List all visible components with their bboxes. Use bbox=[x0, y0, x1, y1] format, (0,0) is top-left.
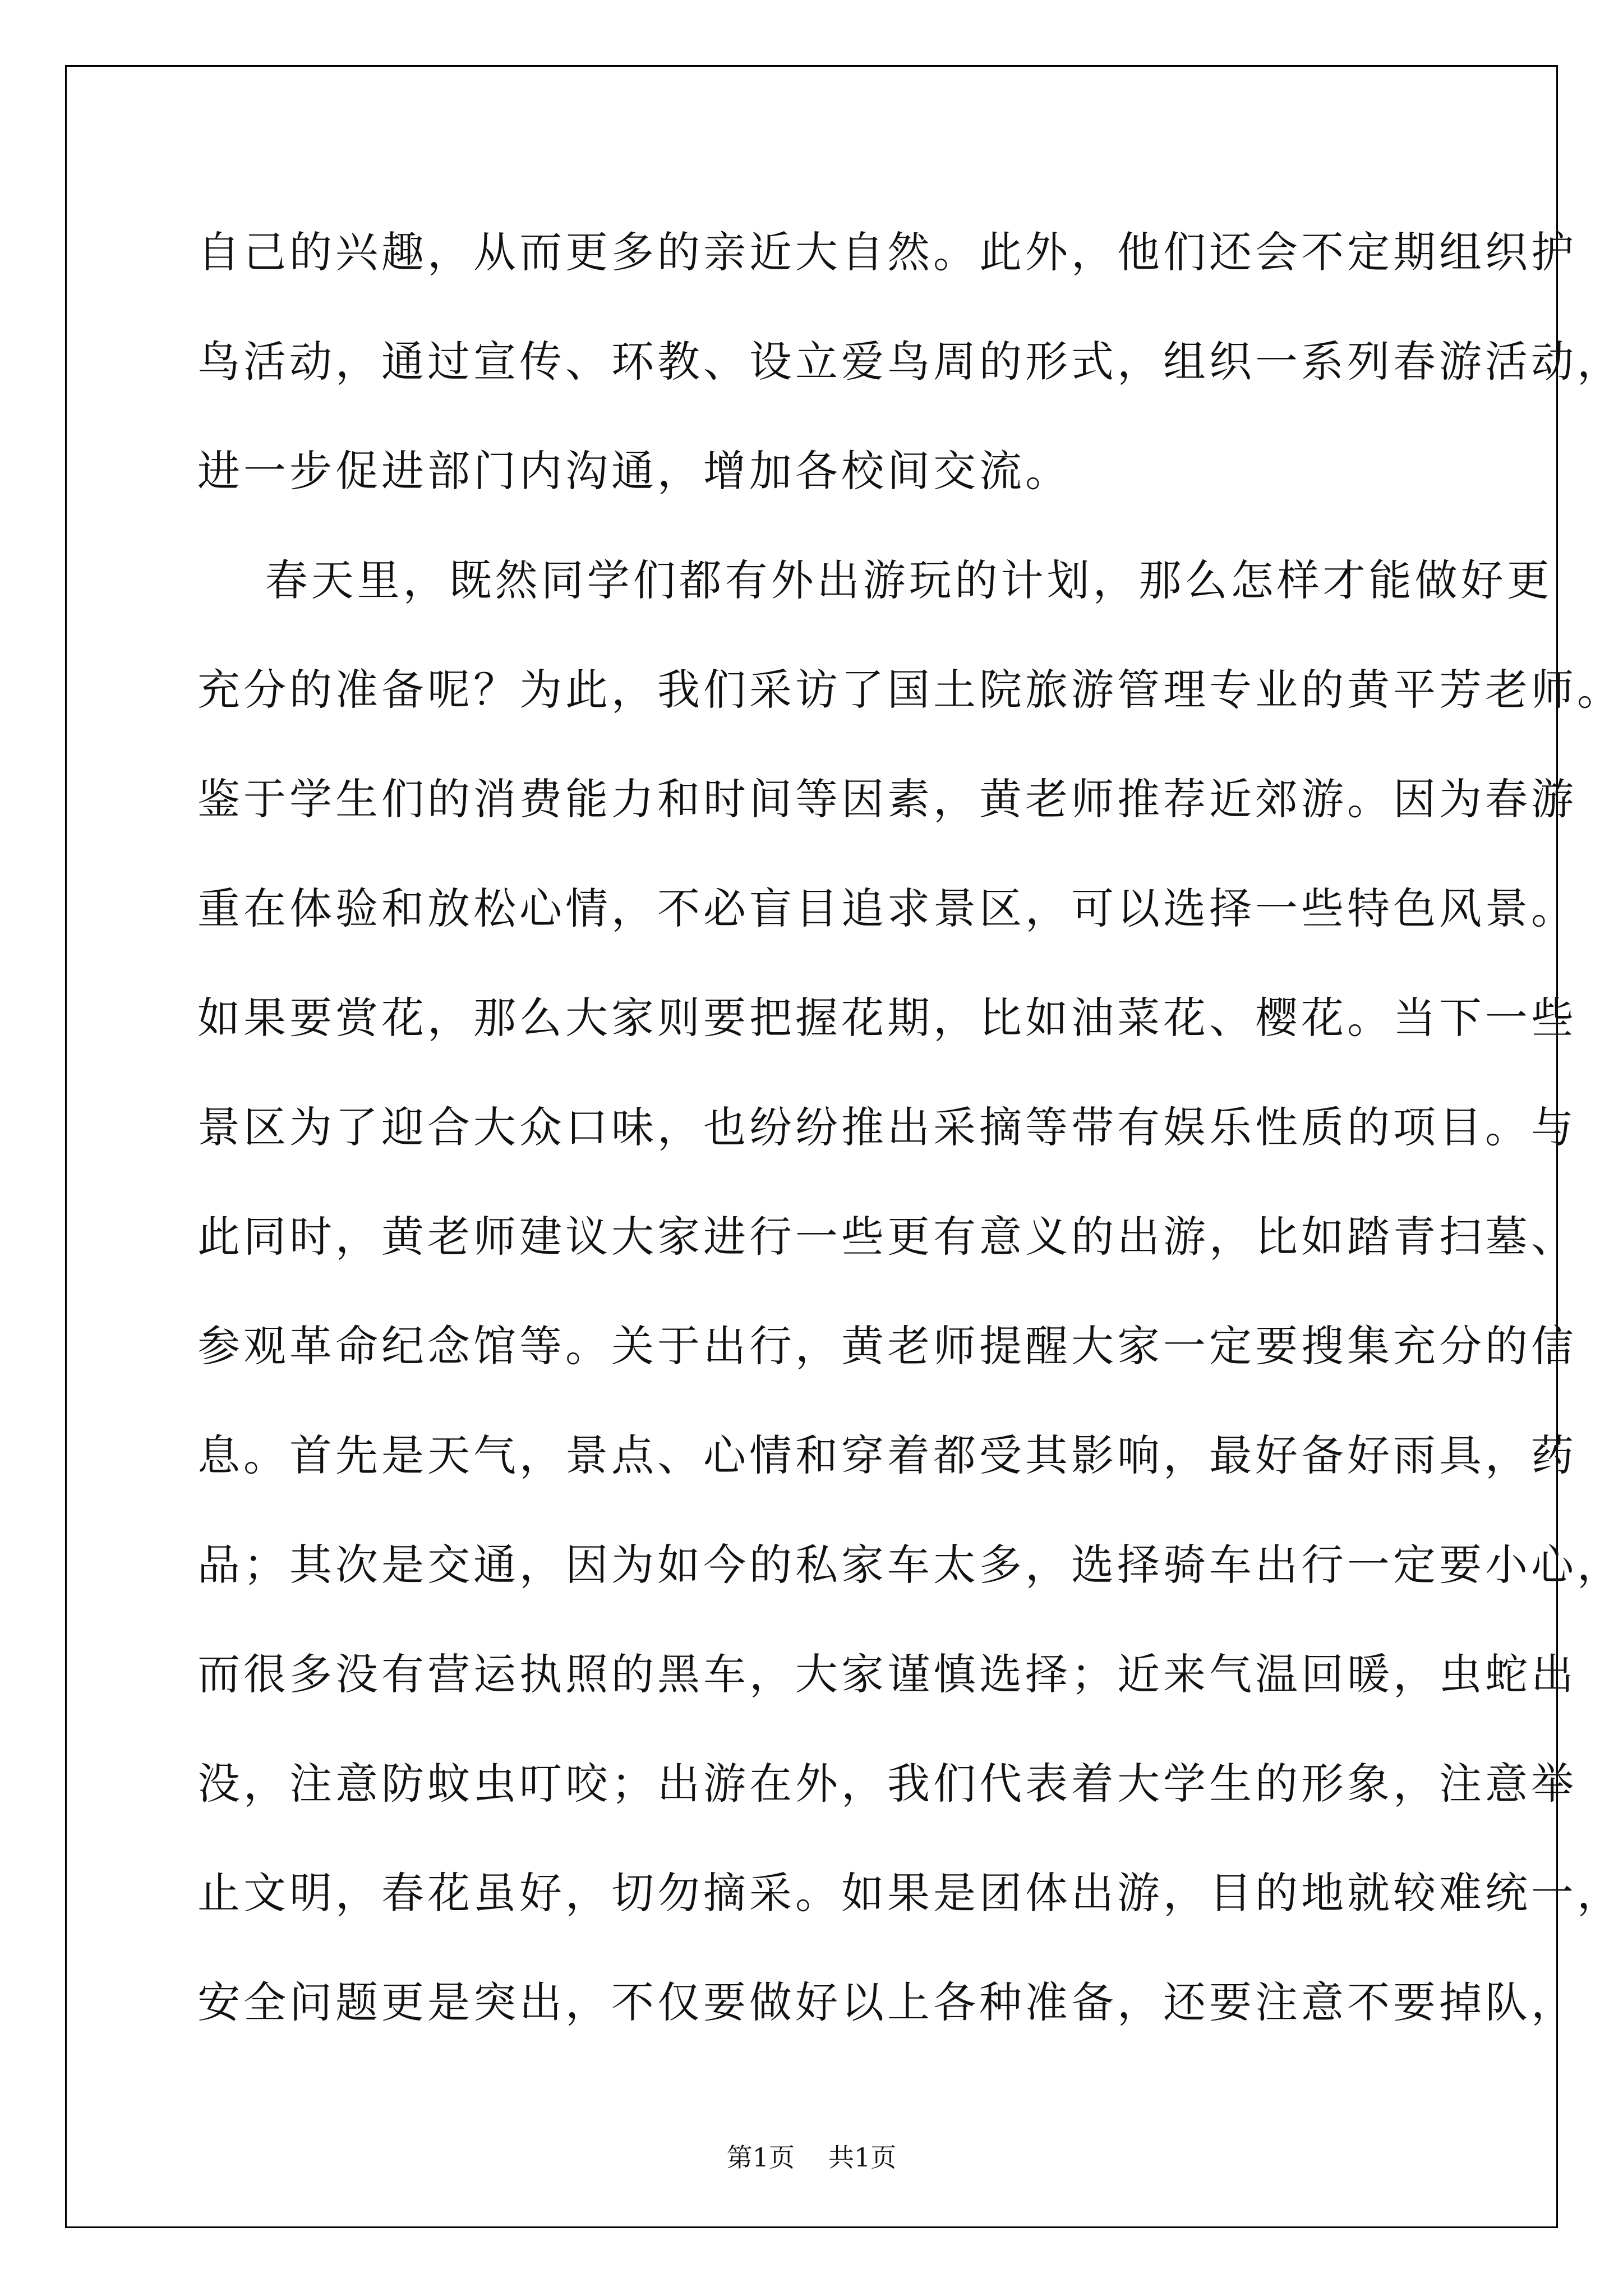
text-line: 充分的准备呢？为此，我们采访了国土院旅游管理专业的黄平芳老师。 bbox=[197, 665, 1623, 715]
page-number: 第1页 bbox=[726, 2142, 795, 2173]
text-line: 进一步促进部门内沟通，增加各校间交流。 bbox=[197, 446, 1071, 496]
text-line: 景区为了迎合大众口味，也纷纷推出采摘等带有娱乐性质的项目。与 bbox=[197, 1102, 1577, 1152]
document-body bbox=[197, 219, 1623, 2078]
text-line: 重在体验和放松心情，不必盲目追求景区，可以选择一些特色风景。 bbox=[197, 884, 1577, 933]
text-line: 止文明，春花虽好，切勿摘采。如果是团体出游，目的地就较难统一， bbox=[197, 1868, 1623, 1918]
text-line: 鸟活动，通过宣传、环教、设立爱鸟周的形式，组织一系列春游活动， bbox=[197, 337, 1623, 386]
text-line: 品；其次是交通，因为如今的私家车太多，选择骑车出行一定要小心， bbox=[197, 1540, 1623, 1590]
page-total: 共1页 bbox=[828, 2142, 897, 2173]
text-line: 息。首先是天气，景点、心情和穿着都受其影响，最好备好雨具，药 bbox=[197, 1430, 1577, 1480]
text-line: 没，注意防蚊虫叮咬；出游在外，我们代表着大学生的形象，注意举 bbox=[197, 1759, 1577, 1809]
text-line: 此同时，黄老师建议大家进行一些更有意义的出游，比如踏青扫墓、 bbox=[197, 1212, 1577, 1262]
text-line: 参观革命纪念馆等。关于出行，黄老师提醒大家一定要搜集充分的信 bbox=[197, 1321, 1577, 1371]
page-footer bbox=[0, 2137, 1623, 2174]
text-line: 鉴于学生们的消费能力和时间等因素，黄老师推荐近郊游。因为春游 bbox=[197, 774, 1577, 824]
text-line: 而很多没有营运执照的黑车，大家谨慎选择；近来气温回暖，虫蛇出 bbox=[197, 1649, 1577, 1699]
text-line: 安全问题更是突出，不仅要做好以上各种准备，还要注意不要掉队， bbox=[197, 1977, 1577, 2027]
text-line: 春天里，既然同学们都有外出游玩的计划，那么怎样才能做好更 bbox=[197, 555, 1553, 605]
text-line: 如果要赏花，那么大家则要把握花期，比如油菜花、樱花。当下一些 bbox=[197, 993, 1577, 1043]
text-line: 自己的兴趣，从而更多的亲近大自然。此外，他们还会不定期组织护 bbox=[197, 227, 1577, 277]
